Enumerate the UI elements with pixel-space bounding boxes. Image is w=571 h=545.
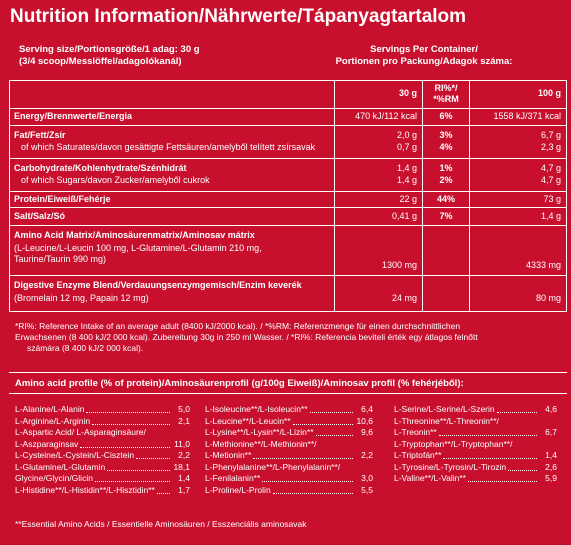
amino-acid-value: 18,1 xyxy=(173,461,190,472)
page-title: Nutrition Information/Nährwerte/Tápanyagtartalom xyxy=(10,6,467,27)
amino-acid-name: L-Alanine/L-Alanin xyxy=(15,404,85,414)
row-carbohydrate-30g: 1,4 g xyxy=(396,163,417,173)
amino-acid-name: L-Fenilalanin** xyxy=(205,473,261,483)
row-salt-30g: 0,41 g xyxy=(391,211,417,221)
amino-acid-name: L-Treonin** xyxy=(394,427,437,437)
row-protein-label: Protein/Eiweiß/Fehérje xyxy=(14,194,111,204)
amino-acid-name: L-Aspartic Acid/ L-Asparaginsäure/ xyxy=(15,427,146,437)
amino-acid-leader xyxy=(273,493,353,494)
row-energy-label: Energy/Brennwerte/Energia xyxy=(14,111,133,121)
header-100g: 100 g xyxy=(537,88,561,98)
amino-acid-leader xyxy=(439,435,537,436)
amino-acid-name: L-Glutamine/L-Glutamin xyxy=(15,461,106,472)
amino-acid-value: 2,2 xyxy=(178,450,190,460)
row-energy-100g: 1558 kJ/371 kcal xyxy=(493,111,561,121)
amino-acid-value: 11,0 xyxy=(174,438,190,449)
amino-acid-value: 1,4 xyxy=(545,450,557,460)
amino-acid-leader xyxy=(262,481,353,482)
amino-acid-name: L-Triptofán** xyxy=(394,450,442,460)
header-ri-line2: *%RM xyxy=(433,94,459,104)
row-carbohydrate-ri: 1% xyxy=(439,163,453,173)
row-fat-30g: 2,0 g xyxy=(396,130,417,140)
amino-acid-name: L-Histidine**/L-Histidin**/L-Hisztidin** xyxy=(15,484,155,495)
row-protein-100g: 73 g xyxy=(543,194,561,204)
amino-acid-name: L-Lysine**/L-Lysin**/L-Lizin** xyxy=(205,427,314,437)
row-enzyme-detail: (Bromelain 12 mg, Papain 12 mg) xyxy=(14,293,149,303)
amino-acid-name: Glycine/Glycin/Glicin xyxy=(15,473,93,483)
amino-acid-value: 5,0 xyxy=(178,404,190,414)
row-amino-matrix-30g: 1300 mg xyxy=(381,260,417,270)
amino-acid-value: 2,2 xyxy=(361,450,373,460)
amino-profile-title: Amino acid profile (% of protein)/Aminosäurenprofil (g/100g Eiweiß)/Aminosav profil (% fehérjéből): xyxy=(15,378,464,389)
row-saturates-ri: 4% xyxy=(439,142,453,152)
amino-acid-name: L-Serine/L-Serine/L-Szerin xyxy=(394,404,495,414)
amino-acid-value: 6,4 xyxy=(361,404,373,414)
row-energy-30g: 470 kJ/112 kcal xyxy=(355,111,417,121)
row-protein-ri: 44% xyxy=(436,194,455,204)
row-enzyme-30g: 24 mg xyxy=(391,293,417,303)
row-salt-label: Salt/Salz/Só xyxy=(14,211,66,221)
header-30g: 30 g xyxy=(398,88,417,98)
row-fat-label: Fat/Fett/Zsír xyxy=(14,130,66,140)
amino-acid-leader xyxy=(86,412,170,413)
amino-acid-value: 6,7 xyxy=(545,427,557,437)
row-sugars-ri: 2% xyxy=(439,175,453,185)
serving-scoop-line: (3/4 scoop/Messlöffel/adagolókanál) xyxy=(19,56,182,67)
row-saturates-100g: 2,3 g xyxy=(540,142,561,152)
amino-acid-value: 5,9 xyxy=(545,473,557,483)
amino-acid-value: 1,4 xyxy=(178,473,190,483)
row-sugars-100g: 4,7 g xyxy=(540,175,561,185)
row-energy-ri: 6% xyxy=(439,111,453,121)
amino-acid-name: L-Arginine/L-Arginin xyxy=(15,415,91,426)
amino-acid-name: L-Metionin** xyxy=(205,450,252,460)
row-amino-matrix-detail2: Taurine/Taurin 990 mg) xyxy=(14,254,107,264)
amino-acid-name: L-Methionine**/L-Methionin**/ xyxy=(205,438,317,449)
row-carbohydrate-100g: 4,7 g xyxy=(540,163,561,173)
servings-per-container-line1: Servings Per Container/ xyxy=(370,44,478,55)
amino-acid-value: 5,5 xyxy=(361,484,373,495)
row-fat-100g: 6,7 g xyxy=(540,130,561,140)
amino-acid-name: L-Tyrosine/L-Tyrosin/L-Tirozin xyxy=(394,461,507,472)
amino-acid-name: L-Valine**/L-Valin** xyxy=(394,473,466,483)
amino-acid-leader xyxy=(253,458,353,459)
amino-acid-name: L-Proline/L-Prolin xyxy=(205,484,271,495)
ri-footnote-line3: számára (8 400 kJ/2 000 kcal). xyxy=(27,343,144,353)
essential-note: **Essential Amino Acids / Essentielle Aminosäuren / Esszenciális aminosavak xyxy=(15,519,307,529)
amino-acid-value: 10,6 xyxy=(356,415,373,426)
row-salt-ri: 7% xyxy=(439,211,453,221)
serving-size-line: Serving size/Portionsgröße/1 adag: 30 g xyxy=(19,44,200,55)
row-salt-100g: 1,4 g xyxy=(540,211,561,221)
amino-acid-value: 1,7 xyxy=(178,484,190,495)
amino-acid-name: L-Tryptophan**/L-Tryptophan**/ xyxy=(394,438,513,449)
amino-acid-value: 2,6 xyxy=(545,461,557,472)
row-saturates-label: of which Saturates/davon gesättigte Fettsäuren/amelyből telített zsírsavak xyxy=(21,142,316,152)
amino-acid-name: L-Leucine**/L-Leucin** xyxy=(205,415,291,426)
amino-acid-name: L-Threonine**/L-Threonin**/ xyxy=(394,415,499,426)
amino-acid-name: L-Isoleucine**/L-Isoleucin** xyxy=(205,404,308,414)
amino-acid-name: L-Phenylalanine**/L-Phenylalanin**/ xyxy=(205,461,341,472)
row-amino-matrix-detail1: (L-Leucine/L-Leucin 100 mg, L-Glutamine/L-Glutamin 210 mg, xyxy=(14,243,262,253)
amino-acid-leader xyxy=(80,447,170,448)
row-sugars-label: of which Sugars/davon Zucker/amelyből cukrok xyxy=(21,175,210,185)
amino-acid-name: L-Aszparaginsav xyxy=(15,438,79,449)
amino-acid-value: 4,6 xyxy=(545,404,557,414)
servings-per-container-line2: Portionen pro Packung/Adagok száma: xyxy=(335,56,513,67)
row-sugars-30g: 1,4 g xyxy=(396,175,417,185)
row-protein-30g: 22 g xyxy=(399,194,417,204)
amino-acid-value: 3,0 xyxy=(361,473,373,483)
row-fat-ri: 3% xyxy=(439,130,453,140)
row-amino-matrix-100g: 4333 mg xyxy=(525,260,561,270)
ri-footnote-line1: *RI%: Reference Intake of an average adult (8400 kJ/2000 kcal). / *%RM: Referenzmenge für einen durchschnittlichen xyxy=(15,321,461,331)
row-carbohydrate-label: Carbohydrate/Kohlenhydrate/Szénhidrát xyxy=(14,163,187,173)
amino-acid-leader xyxy=(92,424,170,425)
ri-footnote-line2: Erwachsenen (8 400 kJ/2 000 kcal). Zubereitung 30g in 250 ml Wasser. / *RI%: Referencia beviteli érték egy átlagos felnőtt xyxy=(15,332,478,342)
amino-acid-value: 2,1 xyxy=(178,415,190,426)
amino-acid-name: L-Cysteine/L-Cystein/L-Cisztein xyxy=(15,450,135,460)
amino-acid-value: 9,6 xyxy=(361,427,373,437)
header-ri-line1: RI%*/ xyxy=(434,83,458,93)
amino-acid-leader xyxy=(95,481,170,482)
row-saturates-30g: 0,7 g xyxy=(396,142,417,152)
row-amino-matrix-label: Amino Acid Matrix/Aminosäurenmatrix/Aminosav mátrix xyxy=(14,230,255,240)
amino-acid-leader xyxy=(443,458,537,459)
row-enzyme-label: Digestive Enzyme Blend/Verdauungsenzymgemisch/Enzim keverék xyxy=(14,280,302,290)
row-enzyme-100g: 80 mg xyxy=(535,293,561,303)
